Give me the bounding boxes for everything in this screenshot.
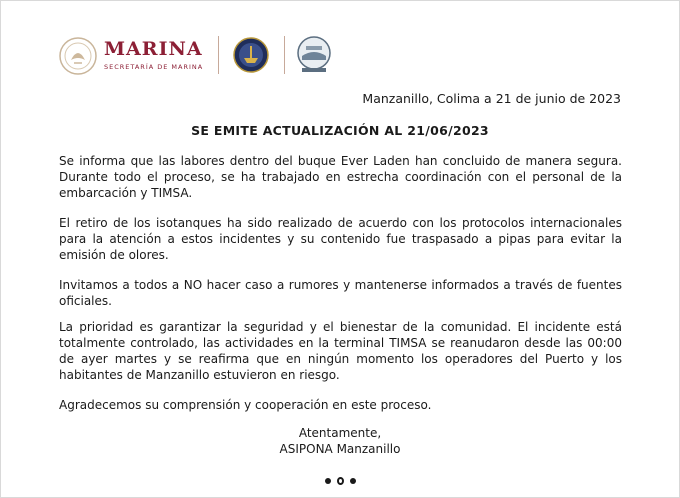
footer-mark [0, 470, 680, 489]
port-authority-emblem-icon [296, 36, 332, 74]
naval-emblem-icon [232, 36, 270, 74]
paragraph: Agradecemos su comprensión y cooperación en este proceso. [59, 398, 432, 412]
national-seal-icon [58, 36, 98, 76]
brand-name: MARINA [104, 38, 203, 60]
dateline: Manzanillo, Colima a 21 de junio de 2023 [362, 91, 621, 106]
footer-ring [337, 477, 344, 485]
logo-divider [218, 36, 219, 74]
paragraph: Invitamos a todos a NO hacer caso a rumores y mantenerse informados a través de fuentes oficiales. [59, 278, 622, 308]
document-title: SE EMITE ACTUALIZACIÓN AL 21/06/2023 [191, 123, 489, 138]
footer-dot [325, 478, 331, 484]
signature: ASIPONA Manzanillo [279, 442, 401, 456]
logo-divider [284, 36, 285, 74]
brand-subtitle: SECRETARÍA DE MARINA [104, 63, 204, 71]
paragraph: Se informa que las labores dentro del buque Ever Laden han concluido de manera segura. Durante todo el proceso, se ha trabajado en estrecha coordinación con el personal de la embarcación y TIMSA. [59, 154, 622, 200]
footer-dot [350, 478, 356, 484]
paragraph: El retiro de los isotanques ha sido realizado de acuerdo con los protocolos internacionales para la atención a estos incidentes y su contenido fue traspasado a pipas para evitar la emisión de olores. [59, 216, 622, 262]
closing-salutation: Atentamente, [298, 426, 382, 440]
closing-block [0, 425, 680, 457]
paragraph: La prioridad es garantizar la seguridad y el bienestar de la comunidad. El incidente está totalmente controlado, las actividades en la terminal TIMSA se reanudaron desde las 00:00 de ayer martes y se reafirma que en ningún momento los operadores del Puerto y los habitantes de Manzanillo estuvieron en riesgo. [59, 320, 622, 382]
